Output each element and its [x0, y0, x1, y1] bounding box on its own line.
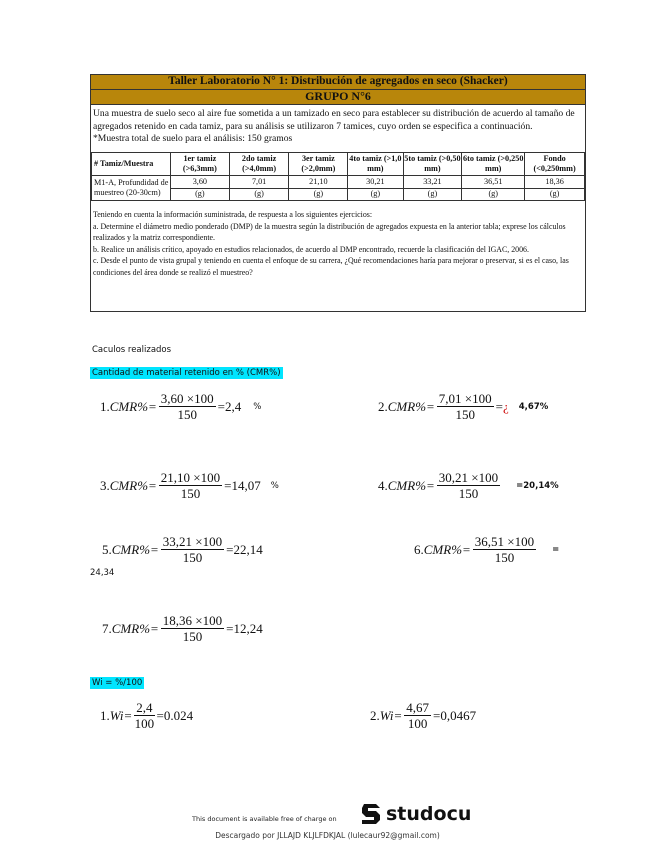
question-c: c. Desde el punto de vista grupal y teniendo en cuenta el enfoque de su carrera, ¿Qué recomendaciones haría para mejorar o preservar, si es el caso, las condiciones del área donde se realizó el muestreo? — [93, 256, 569, 277]
eq-tail: % — [253, 402, 262, 412]
sample-label: M1-A, Profundidad de muestreo (20-30cm) — [92, 176, 171, 201]
unit-cell: (g) — [289, 188, 348, 201]
unit-cell: (g) — [525, 188, 585, 201]
eq-fraction — [159, 392, 216, 422]
eq-fraction — [437, 471, 500, 501]
denominator: 100 — [407, 716, 428, 731]
studocu-logo[interactable] — [360, 802, 471, 826]
equation-6-result: 24,34 — [90, 568, 115, 578]
wi-equation-1 — [100, 701, 193, 731]
eq-number: 1. — [100, 708, 110, 723]
studocu-wordmark: studocu — [386, 803, 472, 825]
lab-intro — [93, 108, 581, 146]
eq-number: 1. — [100, 399, 110, 414]
eq-lhs: CMR%= — [111, 621, 159, 636]
table-row — [92, 176, 585, 189]
eq-number: 3. — [100, 478, 110, 493]
eq-number: 2. — [378, 399, 388, 414]
intro-text: Una muestra de suelo seco al aire fue sometida a un tamizado en seco para establecer su distribución de acuerdo al tamaño de agregados retenido en cada tamiz, para su análisis se utilizaron 7 tamices, cuyo orden se especifica a continuación. — [93, 108, 575, 132]
footer-available-text: This document is available free of charge on — [192, 815, 337, 823]
value-cell: 33,21 — [403, 176, 462, 189]
eq-result: =¿ — [495, 399, 509, 414]
lab-title: Taller Laboratorio N° 1: Distribución de agregados en seco (Shacker) — [91, 75, 585, 90]
table-header-row — [92, 153, 585, 176]
equation-6 — [414, 535, 559, 565]
value-cell: 7,01 — [229, 176, 289, 189]
eq-lhs: CMR%= — [109, 478, 157, 493]
numerator: 18,36 ×100 — [162, 613, 223, 628]
header-cell: 3er tamiz (>2,0mm) — [289, 153, 348, 176]
denominator: 150 — [182, 629, 203, 644]
question-intro: Teniendo en cuenta la información suministrada, de respuesta a los siguientes ejercicios: — [93, 210, 373, 219]
eq-lhs: Wi= — [109, 708, 133, 723]
eq-lhs: Wi= — [379, 708, 403, 723]
wi-equation-2 — [370, 701, 476, 731]
numerator: 4,67 — [406, 700, 429, 715]
denominator: 150 — [458, 486, 479, 501]
intro-total: *Muestra total de suelo para el análisis: 150 gramos — [93, 133, 293, 144]
equation-5 — [102, 535, 263, 565]
value-cell: 30,21 — [348, 176, 403, 189]
denominator: 150 — [180, 486, 201, 501]
denominator: 150 — [182, 550, 203, 565]
header-cell: # Tamiz/Muestra — [92, 153, 171, 176]
eq-number: 4. — [378, 478, 388, 493]
equation-1 — [100, 392, 261, 422]
eq-fraction — [134, 701, 154, 731]
section-wi-heading: Wi = %/100 — [92, 678, 143, 688]
section-cmr-heading: Cantidad de material retenido en % (CMR%) — [92, 368, 281, 378]
unit-cell: (g) — [229, 188, 289, 201]
denominator: 150 — [455, 407, 475, 422]
eq-number: 6. — [414, 542, 424, 557]
numerator: 36,51 ×100 — [474, 534, 535, 549]
unit-cell: (g) — [171, 188, 230, 201]
eq-result: =0.024 — [156, 708, 194, 723]
eq-number: 5. — [102, 542, 112, 557]
header-cell: 5to tamiz (>0,50 mm) — [403, 153, 462, 176]
eq-lhs: CMR%= — [111, 542, 159, 557]
eq-lhs: CMR%= — [109, 399, 157, 414]
header-cell: 1er tamiz (>6,3mm) — [171, 153, 230, 176]
sieve-table — [91, 152, 585, 201]
eq-fraction — [437, 392, 494, 422]
header-cell: 6to tamiz (>0,250 mm) — [462, 153, 525, 176]
eq-result: =2,4 — [217, 399, 242, 414]
equation-3 — [100, 471, 279, 501]
eq-tail: % — [270, 481, 279, 491]
lab-assignment-box — [90, 74, 586, 312]
eq-result: =22,14 — [226, 542, 263, 557]
unit-cell: (g) — [462, 188, 525, 201]
eq-fraction — [161, 535, 224, 565]
header-cell: 4to tamiz (>1,0 mm) — [348, 153, 403, 176]
eq-result: =12,24 — [226, 621, 263, 636]
question-a: a. Determine el diámetro medio ponderado (DMP) de la muestra según la distribución de agregados expuesta en la anterior tabla; exprese los cálculos realizados y la matriz correspondiente. — [93, 221, 566, 243]
questions — [93, 209, 583, 279]
eq-fraction — [161, 614, 224, 644]
equation-7 — [102, 614, 263, 644]
eq-tail: 4,67% — [518, 402, 549, 412]
header-cell: 2do tamiz (>4,0mm) — [229, 153, 289, 176]
eq-tail: =20,14% — [516, 481, 559, 491]
denominator: 150 — [494, 550, 515, 565]
denominator: 100 — [134, 716, 155, 731]
eq-fraction — [159, 471, 222, 501]
eq-fraction — [473, 535, 536, 565]
eq-number: 7. — [102, 621, 112, 636]
numerator: 3,60 ×100 — [160, 391, 214, 406]
numerator: 33,21 ×100 — [162, 534, 223, 549]
eq-result: =14,07 — [224, 478, 261, 493]
value-cell: 3,60 — [171, 176, 230, 189]
denominator: 150 — [177, 407, 197, 422]
eq-result: =0,0467 — [433, 708, 477, 723]
studocu-s-icon — [360, 802, 382, 826]
unit-cell: (g) — [348, 188, 403, 201]
value-cell: 21,10 — [289, 176, 348, 189]
equation-2 — [378, 392, 548, 422]
value-cell: 36,51 — [462, 176, 525, 189]
question-b: b. Realice un análisis crítico, apoyado en estudios relacionados, de acuerdo al DMP encontrado, recuerde la clasificación del IGAC, 2006. — [93, 244, 529, 254]
eq-lhs: CMR%= — [387, 399, 435, 414]
group-title: GRUPO N°6 — [91, 90, 585, 105]
numerator: 21,10 ×100 — [160, 470, 221, 485]
value-cell: 18,36 — [525, 176, 585, 189]
eq-tail: = — [552, 545, 560, 555]
header-cell: Fondo (<0,250mm) — [525, 153, 585, 176]
eq-fraction — [404, 701, 431, 731]
numerator: 2,4 — [136, 700, 153, 715]
numerator: 7,01 ×100 — [438, 391, 492, 406]
numerator: 30,21 ×100 — [438, 470, 499, 485]
equation-4 — [378, 471, 559, 501]
calc-title: Caculos realizados — [92, 345, 172, 355]
eq-number: 2. — [370, 708, 380, 723]
unit-cell: (g) — [403, 188, 462, 201]
eq-lhs: CMR%= — [423, 542, 471, 557]
eq-lhs: CMR%= — [387, 478, 435, 493]
footer-downloaded-by: Descargado por JLLAJD KLJLFDKJAL (lulecaur92@gmail.com) — [215, 831, 440, 840]
